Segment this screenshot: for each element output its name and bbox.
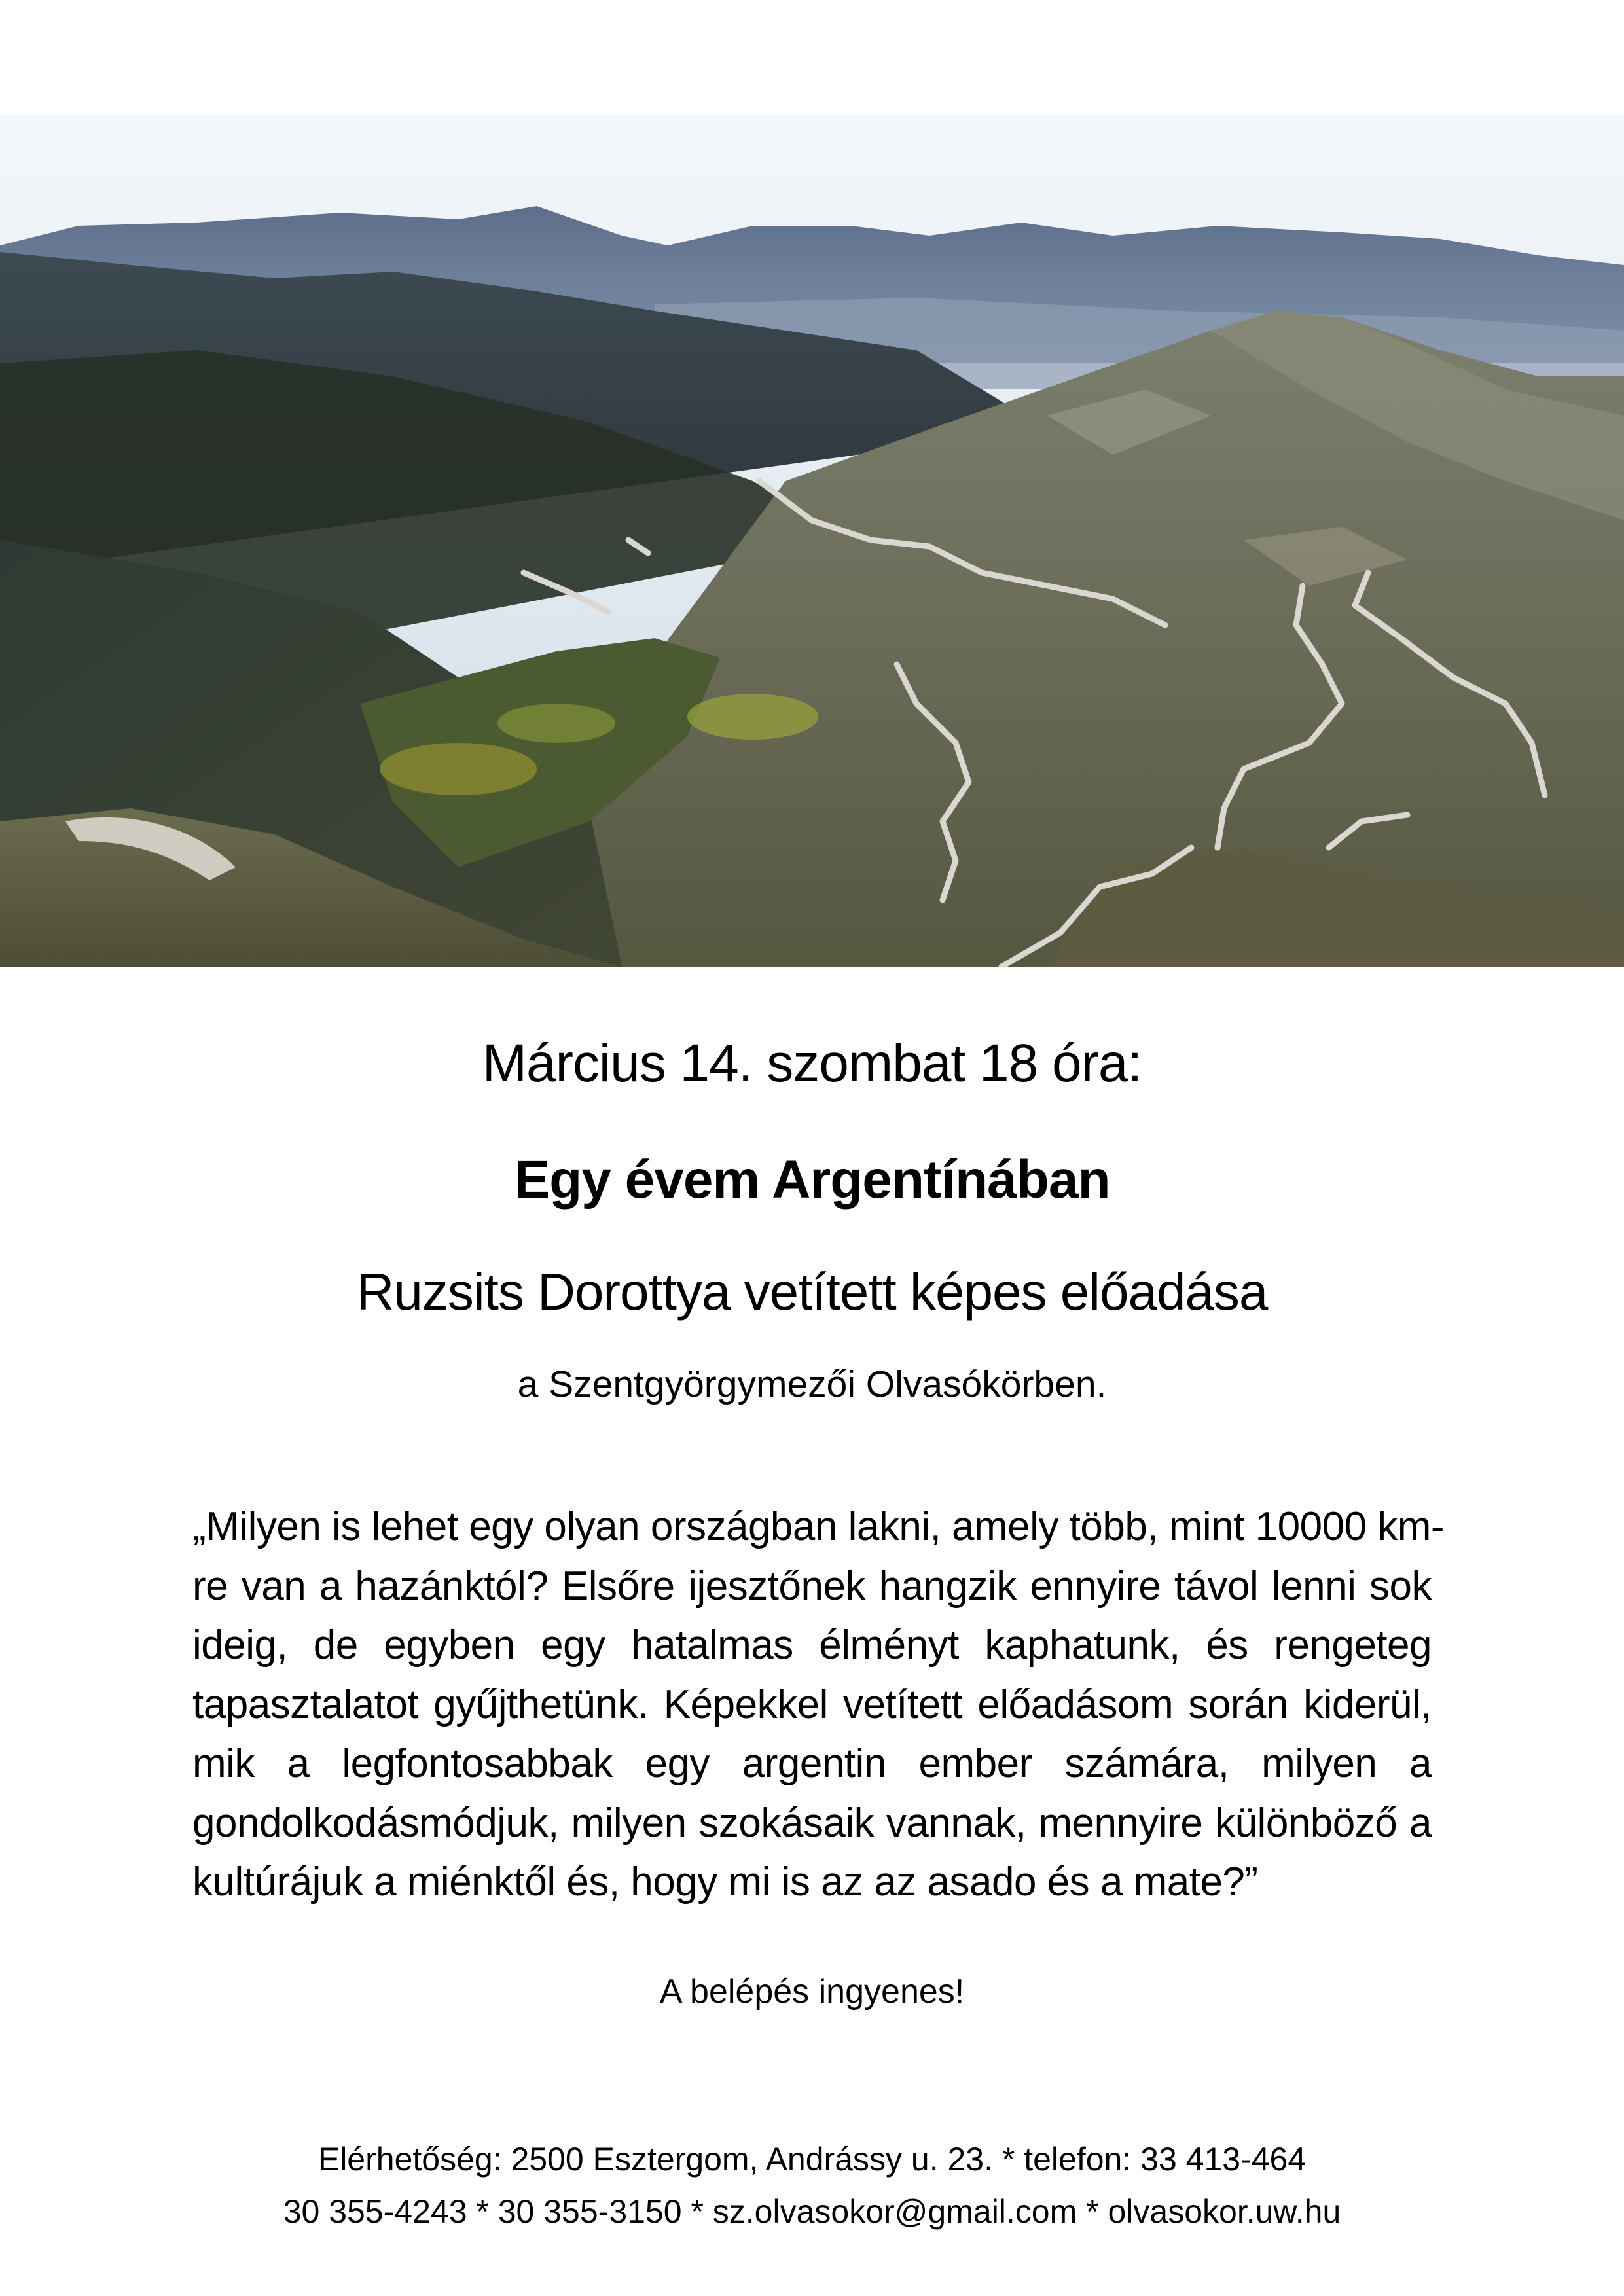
mountain-landscape-photo-icon <box>0 115 1624 967</box>
description-line: gondolkodásmódjuk, milyen szokásaik vannak, mennyire különböző a <box>192 1800 1432 1846</box>
contact-address: Elérhetőség: 2500 Esztergom, Andrássy u. 23. * telefon: 33 413-464 <box>317 2141 1307 2178</box>
description-line: re van a hazánktól? Elsőre ijesztőnek hangzik ennyire távol lenni sok <box>192 1563 1432 1609</box>
description-quote <box>192 1498 1445 1912</box>
header-photo <box>0 115 1624 967</box>
contact-details: 30 355-4243 * 30 355-3150 * sz.olvasokor@gmail.com * olvasokor.uw.hu <box>283 2193 1341 2230</box>
description-line: mik a legfontosabbak egy argentin ember számára, milyen a <box>192 1741 1432 1786</box>
admission-note: A belépés ingyenes! <box>659 1973 965 2011</box>
description-line: „Milyen is lehet egy olyan országban lakni, amely több, mint 10000 km- <box>192 1504 1445 1549</box>
event-venue: a Szentgyörgymezői Olvasókörben. <box>517 1363 1107 1405</box>
event-title: Egy évem Argentínában <box>514 1150 1110 1210</box>
event-date: Március 14. szombat 18 óra: <box>482 1033 1142 1093</box>
description-line: ideig, de egyben egy hatalmas élményt kaphatunk, és rengeteg <box>192 1623 1432 1668</box>
event-subtitle: Ruzsits Dorottya vetített képes előadása <box>356 1263 1268 1321</box>
description-line: tapasztalatot gyűjthetünk. Képekkel vetített előadásom során kiderül, <box>192 1681 1432 1727</box>
description-line: kultúrájuk a miénktől és, hogy mi is az az asado és a mate?” <box>192 1859 1258 1905</box>
